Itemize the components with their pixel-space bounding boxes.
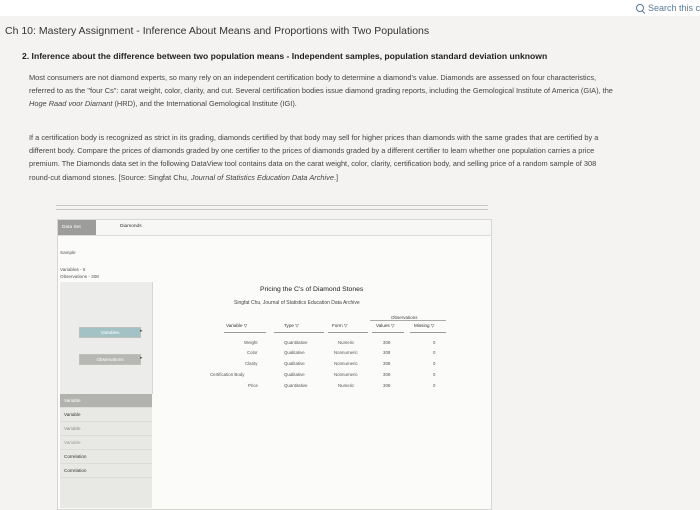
cell-missing: 0 xyxy=(433,350,436,355)
chevron-right-icon: ▸ xyxy=(140,355,143,361)
cell-form: Numeric xyxy=(338,340,355,345)
page-title: Ch 10: Mastery Assignment - Inference About Means and Proportions with Two Populations xyxy=(5,25,430,37)
variables-button[interactable]: Variables xyxy=(79,327,141,338)
observations-count: Observations - 308 xyxy=(60,274,99,279)
table-subtitle: Singfat Chu, Journal of Statistics Education Data Archive xyxy=(234,300,360,306)
header-rule xyxy=(410,332,446,333)
cell-missing: 0 xyxy=(433,372,436,377)
cell-type: Qualitative xyxy=(284,350,305,355)
browser-topbar xyxy=(0,0,700,16)
cell-form: Nonnumeric xyxy=(334,361,358,366)
cell-type: Qualitative xyxy=(284,372,305,377)
cell-form: Nonnumeric xyxy=(334,350,358,355)
cell-values: 308 xyxy=(383,383,391,388)
header-rule xyxy=(328,332,368,333)
search-label: Search this c xyxy=(647,3,700,13)
cell-variable: Price xyxy=(248,383,259,388)
cell-variable: Weight xyxy=(244,340,258,345)
cell-type: Qualitative xyxy=(284,361,305,366)
observations-button[interactable]: Observations xyxy=(79,354,141,365)
list-item[interactable]: Variable xyxy=(60,436,152,450)
cell-variable: Certification Body xyxy=(210,372,245,377)
col-header-values[interactable]: Values ▽ xyxy=(376,323,395,328)
variables-count: Variables - 5 xyxy=(60,267,86,272)
cell-values: 308 xyxy=(383,372,391,377)
search-icon xyxy=(636,4,644,12)
observations-group-label: Observations xyxy=(391,315,418,320)
col-header-missing[interactable]: Missing ▽ xyxy=(414,323,435,328)
header-rule xyxy=(224,332,266,333)
cell-type: Quantitative xyxy=(284,383,308,388)
search-link[interactable] xyxy=(636,3,700,13)
cell-values: 308 xyxy=(383,361,391,366)
dataset-name: Diamonds xyxy=(120,224,142,229)
cell-form: Numeric xyxy=(338,383,355,388)
divider xyxy=(56,209,488,210)
cell-form: Nonnumeric xyxy=(334,372,358,377)
col-header-variable[interactable]: Variable ▽ xyxy=(226,323,248,328)
list-item[interactable]: Correlation xyxy=(60,464,152,478)
cell-values: 308 xyxy=(383,340,391,345)
sidebar-panel xyxy=(60,282,153,394)
cell-variable: Clarity xyxy=(245,361,258,366)
dataview-tool xyxy=(57,219,492,510)
cell-variable: Color xyxy=(247,350,258,355)
cell-missing: 0 xyxy=(433,361,436,366)
chevron-right-icon: ▸ xyxy=(140,328,143,334)
dataview-header xyxy=(58,220,491,236)
list-item[interactable]: Correlation xyxy=(60,450,152,464)
data-set-tab[interactable]: Data Set xyxy=(58,220,96,235)
question-title: 2. Inference about the difference between two population means - Independent samples, population standard deviation unknown xyxy=(22,51,548,61)
cell-missing: 0 xyxy=(433,383,436,388)
table-title: Pricing the C's of Diamond Stones xyxy=(260,286,364,293)
cell-values: 308 xyxy=(383,350,391,355)
header-rule xyxy=(372,332,404,333)
intro-paragraph: Most consumers are not diamond experts, so many rely on an independent certification body to determine a diamond's value. Diamonds are assessed on four characteristics, referred to as the "four Cs": carat weight, color, clarity, and cut. Several certification bodies issue diamond grading reports, including the Gemological Institute of America (GIA), the Hoge Raad voor Diamant (HRD), and the International Gemological Institute (IGI). xyxy=(29,73,613,109)
col-header-type[interactable]: Type ▽ xyxy=(284,323,299,328)
cell-type: Quantitative xyxy=(284,340,308,345)
list-item[interactable]: Variable xyxy=(60,394,152,408)
group-bracket xyxy=(370,320,446,321)
list-item[interactable]: Variable xyxy=(60,408,152,422)
cell-missing: 0 xyxy=(433,340,436,345)
divider xyxy=(56,205,488,206)
sample-label: Sample xyxy=(60,250,76,255)
context-paragraph: If a certification body is recognized as strict in its grading, diamonds certified by that body may sell for higher prices than diamonds with the same grades that are certified by a different body. Compare the prices of diamonds graded by one certifier to the prices of diamonds graded by a different certifier to learn whether one population carries a price premium. The Diamonds data set in the following DataView tool contains data on the carat weight, color, clarity, certification body, and selling price of a random sample of 308 round-cut diamond stones. [Source: Singfat Chu, Journal of Statistics Education Data Archive.] xyxy=(29,133,599,182)
header-rule xyxy=(274,332,324,333)
col-header-form[interactable]: Form ▽ xyxy=(332,323,348,328)
list-item[interactable]: Variable xyxy=(60,422,152,436)
